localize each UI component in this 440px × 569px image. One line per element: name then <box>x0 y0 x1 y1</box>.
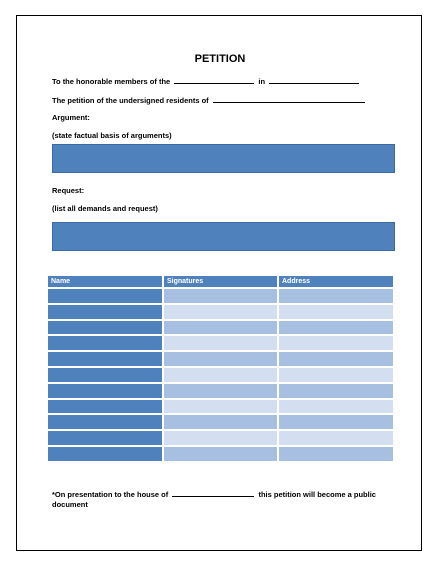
table-row <box>48 367 393 383</box>
address-cell[interactable] <box>278 446 393 462</box>
name-cell[interactable] <box>48 383 163 399</box>
table-row <box>48 304 393 320</box>
name-cell[interactable] <box>48 399 163 415</box>
footer-line-2: document <box>52 500 88 509</box>
table-row <box>48 414 393 430</box>
signature-cell[interactable] <box>163 351 278 367</box>
request-label: Request: <box>52 186 85 195</box>
address-cell[interactable] <box>278 430 393 446</box>
name-cell[interactable] <box>48 335 163 351</box>
residents-blank-field[interactable] <box>213 95 365 103</box>
table-row <box>48 351 393 367</box>
signature-cell[interactable] <box>163 399 278 415</box>
signature-cell[interactable] <box>163 430 278 446</box>
table-row <box>48 446 393 462</box>
address-cell[interactable] <box>278 320 393 336</box>
signature-cell[interactable] <box>163 304 278 320</box>
table-row <box>48 383 393 399</box>
signature-cell[interactable] <box>163 367 278 383</box>
location-blank-field[interactable] <box>269 76 359 84</box>
house-blank-field[interactable] <box>172 489 254 497</box>
name-column-header: Name <box>48 276 163 288</box>
name-cell[interactable] <box>48 367 163 383</box>
name-cell[interactable] <box>48 304 163 320</box>
table-row <box>48 335 393 351</box>
name-cell[interactable] <box>48 320 163 336</box>
name-cell[interactable] <box>48 414 163 430</box>
name-cell[interactable] <box>48 351 163 367</box>
signatures-column-header: Signatures <box>163 276 278 288</box>
request-box[interactable] <box>52 222 395 251</box>
table-row <box>48 288 393 304</box>
signature-cell[interactable] <box>163 320 278 336</box>
signature-table <box>48 276 393 463</box>
signature-cell[interactable] <box>163 414 278 430</box>
footer-line <box>52 489 376 499</box>
signature-cell[interactable] <box>163 288 278 304</box>
members-blank-field[interactable] <box>174 76 254 84</box>
table-row <box>48 430 393 446</box>
signature-cell[interactable] <box>163 335 278 351</box>
address-cell[interactable] <box>278 288 393 304</box>
argument-label: Argument: <box>52 113 90 122</box>
footer-prefix: *On presentation to the house of <box>52 490 169 499</box>
address-cell[interactable] <box>278 383 393 399</box>
honorable-members-label: To the honorable members of the <box>52 77 171 86</box>
signature-cell[interactable] <box>163 383 278 399</box>
argument-hint: (state factual basis of arguments) <box>52 131 172 140</box>
address-cell[interactable] <box>278 367 393 383</box>
address-column-header: Address <box>278 276 393 288</box>
residents-label: The petition of the undersigned residents of <box>52 96 209 105</box>
table-row <box>48 399 393 415</box>
footer-suffix: this petition will become a public <box>258 490 376 499</box>
address-cell[interactable] <box>278 335 393 351</box>
page-title: PETITION <box>194 53 246 65</box>
request-hint: (list all demands and request) <box>52 204 158 213</box>
argument-box[interactable] <box>52 144 395 173</box>
signature-cell[interactable] <box>163 446 278 462</box>
address-cell[interactable] <box>278 304 393 320</box>
address-cell[interactable] <box>278 351 393 367</box>
name-cell[interactable] <box>48 430 163 446</box>
honorable-members-line <box>52 76 361 86</box>
address-cell[interactable] <box>278 414 393 430</box>
residents-line <box>52 95 367 105</box>
in-label: in <box>258 77 266 86</box>
name-cell[interactable] <box>48 446 163 462</box>
address-cell[interactable] <box>278 399 393 415</box>
table-row <box>48 320 393 336</box>
name-cell[interactable] <box>48 288 163 304</box>
table-header-row <box>48 276 393 288</box>
